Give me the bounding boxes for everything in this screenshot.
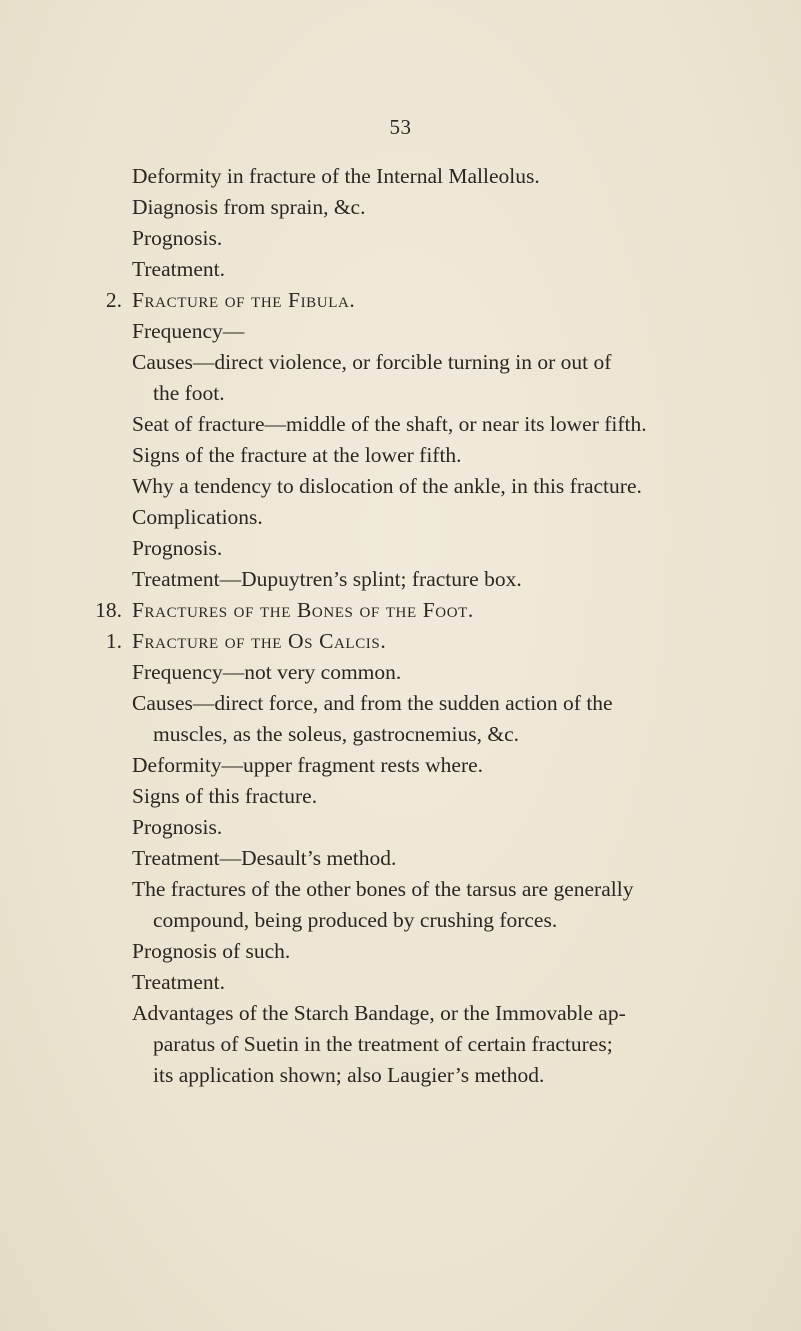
text-line: Signs of the fracture at the lower fifth. [132,443,462,467]
text-line: Seat of fracture—middle of the shaft, or near its lower fifth. [132,412,647,436]
text-line: Why a tendency to dislocation of the ankle, in this fracture. [132,474,642,498]
text-line: Signs of this fracture. [132,784,318,808]
page-number: 53 [389,115,412,139]
text-line: Prognosis. [132,536,223,560]
text-line: Frequency—not very common. [132,660,402,684]
text-line: paratus of Suetin in the treatment of certain fractures; [153,1032,613,1056]
section-heading: Fracture of the Fibula. [132,288,356,312]
text-line: muscles, as the soleus, gastrocnemius, &c. [153,722,520,746]
text-line: Causes—direct force, and from the sudden action of the [132,691,613,715]
text-line: Advantages of the Starch Bandage, or the Immovable ap- [132,1001,626,1025]
text-line: Deformity—upper fragment rests where. [132,753,484,777]
section-number: 2. [105,288,122,312]
section-number: 18. [95,598,122,622]
text-line: Prognosis of such. [132,939,291,963]
text-line: its application shown; also Laugier’s method. [153,1063,545,1087]
text-line: Prognosis. [132,226,223,250]
section-number: 1. [105,629,122,653]
section-heading: Fracture of the Os Calcis. [132,629,387,653]
text-line: The fractures of the other bones of the tarsus are generally [132,877,634,901]
text-line: Prognosis. [132,815,223,839]
text-line: Treatment—Dupuytren’s splint; fracture box. [132,567,522,591]
text-line: compound, being produced by crushing forces. [153,908,558,932]
section-heading: Fractures of the Bones of the Foot. [132,598,474,622]
text-line: Treatment—Desault’s method. [132,846,397,870]
text-line: Frequency— [132,319,245,343]
text-line: Treatment. [132,970,225,994]
text-line: Deformity in fracture of the Internal Malleolus. [132,164,540,188]
text-line: Treatment. [132,257,225,281]
text-line: Diagnosis from sprain, &c. [132,195,366,219]
text-line: Complications. [132,505,263,529]
text-line: the foot. [153,381,225,405]
text-line: Causes—direct violence, or forcible turning in or out of [132,350,612,374]
